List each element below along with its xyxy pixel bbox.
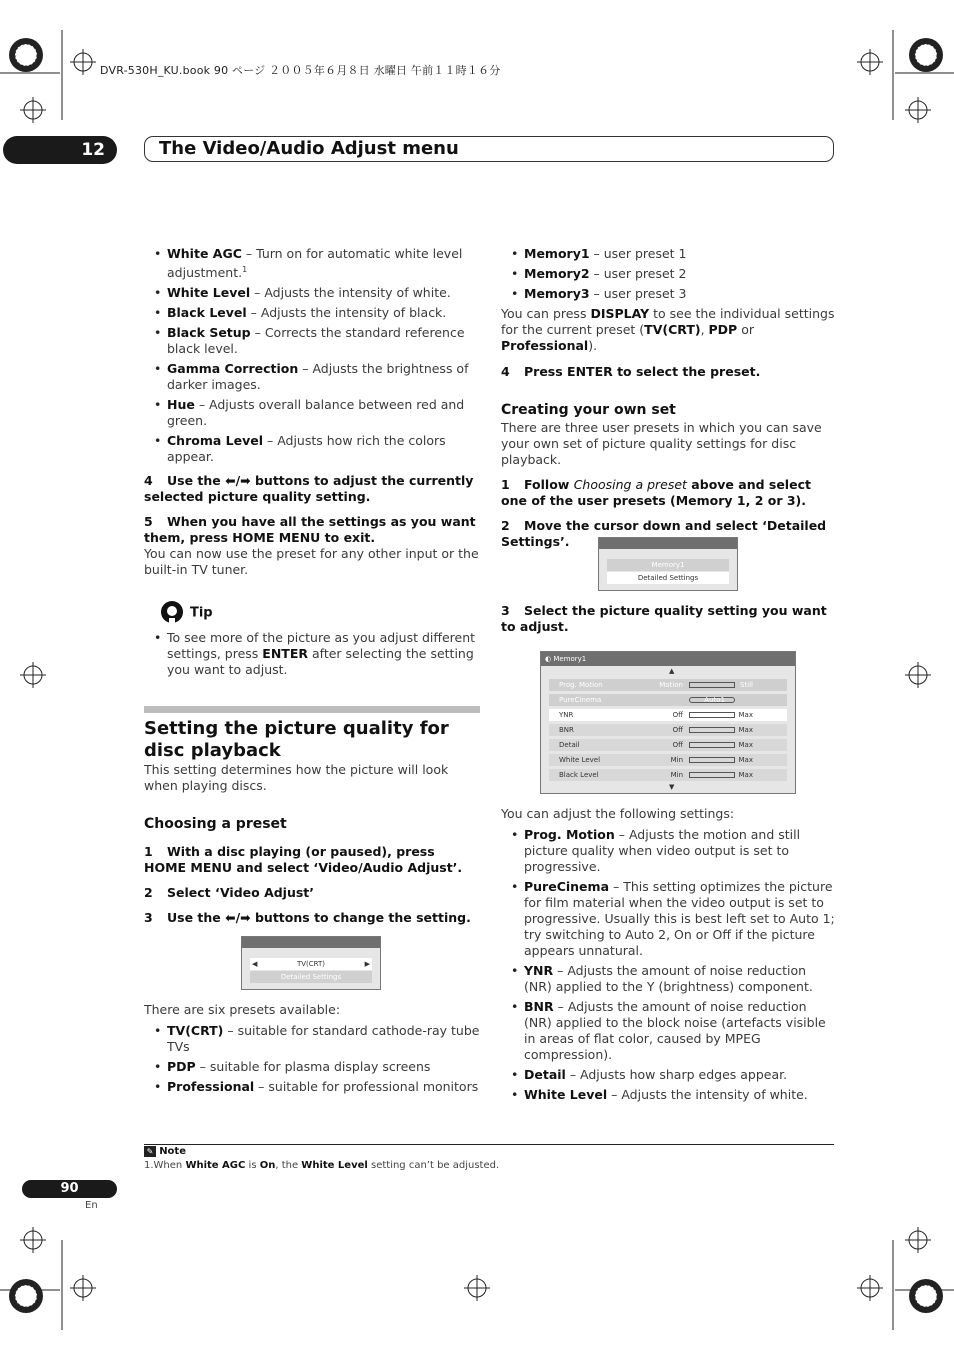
- note-icon: ✎: [144, 1146, 156, 1157]
- slider-min-label: Min: [670, 756, 683, 764]
- list-item: • BNR – Adjusts the amount of noise reduction (NR) applied to the block noise (artefacts visible in areas of flat color, caused by MPEG compression).: [501, 999, 835, 1063]
- list-item: • PureCinema – This setting optimizes the picture for film material when the video output is set to progressive. Usually this is best left set to Auto 1; try switching to Auto 2, On or Off if the picture appears unnatural.: [501, 879, 835, 959]
- adjust-intro: You can adjust the following settings:: [501, 806, 735, 821]
- note-box: [144, 1146, 499, 1171]
- create-step-1: 1 Follow Choosing a preset above and select one of the user presets (Memory 1, 2 or 3).: [501, 477, 811, 508]
- slider-max-label: Auto1: [704, 696, 725, 704]
- tip-box: [144, 600, 480, 678]
- list-item: • Memory3 – user preset 3: [501, 286, 835, 302]
- slider-track[interactable]: [689, 727, 735, 733]
- slider-min-label: Off: [672, 726, 683, 734]
- disc-icon: ◐: [545, 655, 554, 663]
- setting-row[interactable]: [549, 709, 787, 721]
- list-item: • Black Level – Adjusts the intensity of black.: [144, 305, 480, 321]
- create-step-3-block: [501, 603, 835, 635]
- slider-track[interactable]: [689, 772, 735, 778]
- right-arrow-icon: ▶: [364, 960, 370, 968]
- slider-track[interactable]: [689, 742, 735, 748]
- setting-row[interactable]: [549, 754, 787, 766]
- setting-row[interactable]: [549, 724, 787, 736]
- step-5: 5 When you have all the settings as you want them, press HOME MENU to exit.: [144, 514, 476, 546]
- preset-screen: [241, 936, 381, 990]
- slider-max-label: Max: [738, 771, 753, 779]
- list-item: • White Level – Adjusts the intensity of white.: [501, 1087, 835, 1103]
- settings-list-1: [144, 246, 480, 465]
- chapter-title: The Video/Audio Adjust menu: [159, 138, 459, 159]
- adjust-block: [501, 806, 835, 1107]
- presets-block: [144, 1002, 484, 1099]
- list-item: • Detail – Adjusts how sharp edges appear.: [501, 1067, 835, 1083]
- preset-step-2: 2 Select ‘Video Adjust’: [144, 885, 315, 901]
- list-item: • Black Setup – Corrects the standard reference black level.: [144, 325, 480, 357]
- language-label: En: [85, 1200, 98, 1211]
- section-divider: [144, 706, 480, 713]
- note-divider: [144, 1144, 834, 1145]
- slider-min-label: Off: [672, 741, 683, 749]
- setting-label: PureCinema: [559, 696, 602, 704]
- slider-min-label: Motion: [659, 681, 683, 689]
- list-item: • Gamma Correction – Adjusts the brightness of darker images.: [144, 361, 480, 393]
- slider-track[interactable]: [689, 682, 735, 688]
- screen-title: Memory1: [553, 655, 587, 663]
- memory-value: Memory1: [607, 559, 729, 571]
- up-arrow-icon: ▲: [669, 667, 675, 675]
- preset-step-1: 1 With a disc playing (or paused), press HOME MENU and select ‘Video/Audio Adjust’.: [144, 844, 463, 876]
- select-preset-step: 4 Press ENTER to select the preset.: [501, 364, 761, 379]
- down-arrow-icon: ▼: [669, 783, 675, 791]
- list-item: • White AGC – Turn on for automatic white level adjustment.$^1$: [144, 246, 480, 281]
- list-item: • White Level – Adjusts the intensity of white.: [144, 285, 480, 301]
- setting-label: Black Level: [559, 771, 599, 779]
- setting-label: White Level: [559, 756, 601, 764]
- print-file-header: DVR-530H_KU.book 90 ページ ２００５年６月８日 水曜日 午前１１時１６分: [100, 64, 501, 77]
- slider-max-label: Max: [738, 726, 753, 734]
- create-step-2: 2 Move the cursor down and select ‘Detailed Settings’.: [501, 518, 827, 549]
- creating-set-body: There are three user presets in which you can save your own set of picture quality settings for disc playback.: [501, 420, 822, 467]
- list-item: • Hue – Adjusts overall balance between red and green.: [144, 397, 480, 429]
- note-text: 1.When White AGC is On, the White Level setting can’t be adjusted.: [144, 1160, 500, 1171]
- detailed-settings-screen: [540, 651, 796, 794]
- chapter-number: 12: [3, 136, 117, 164]
- create-step-3: 3 Select the picture quality setting you want to adjust.: [501, 603, 827, 634]
- tip-text: • To see more of the picture as you adjust different settings, press ENTER after selecting the setting you want to adjust.: [144, 630, 480, 678]
- presets-intro: There are six presets available:: [144, 1002, 341, 1017]
- display-note: You can press DISPLAY to see the individual settings for the current preset (TV(CRT), PDP or Professional).: [501, 306, 835, 353]
- list-item: • Professional – suitable for professional monitors: [144, 1079, 484, 1095]
- setting-row[interactable]: [549, 694, 787, 706]
- detailed-settings-item: Detailed Settings: [607, 572, 729, 584]
- slider-max-label: Still: [739, 681, 753, 689]
- right-column: [501, 246, 835, 550]
- subsection-choosing-preset: Choosing a preset: [144, 816, 287, 833]
- subsection-creating-set: Creating your own set: [501, 402, 676, 418]
- setting-row[interactable]: [549, 679, 787, 691]
- step-5-body: You can now use the preset for any other input or the built-in TV tuner.: [144, 546, 479, 578]
- step-4: 4 Use the ⬅/➡ buttons to adjust the currently selected picture quality setting.: [144, 473, 474, 505]
- setting-row[interactable]: [549, 739, 787, 751]
- list-item: • Prog. Motion – Adjusts the motion and still picture quality when video output is set to progressive.: [501, 827, 835, 875]
- slider-max-label: Max: [738, 741, 753, 749]
- section-body: This setting determines how the picture will look when playing discs.: [144, 762, 449, 794]
- lightbulb-icon: [158, 600, 186, 626]
- slider-max-label: Max: [738, 756, 753, 764]
- setting-label: YNR: [559, 711, 574, 719]
- slider-track[interactable]: [689, 757, 735, 763]
- page-number: 90: [22, 1180, 117, 1198]
- left-column: [144, 246, 480, 926]
- memory-screen: [598, 537, 738, 591]
- list-item: • PDP – suitable for plasma display screens: [144, 1059, 484, 1075]
- preset-value: TV(CRT): [296, 960, 326, 968]
- setting-label: BNR: [559, 726, 574, 734]
- list-item: • Memory1 – user preset 1: [501, 246, 835, 262]
- slider-min-label: Min: [670, 771, 683, 779]
- detailed-settings-item: Detailed Settings: [250, 971, 372, 983]
- list-item: • YNR – Adjusts the amount of noise reduction (NR) applied to the Y (brightness) component.: [501, 963, 835, 995]
- setting-row[interactable]: [549, 769, 787, 781]
- chapter-header: [144, 136, 834, 162]
- setting-label: Prog. Motion: [559, 681, 603, 689]
- list-item: • TV(CRT) – suitable for standard cathode-ray tube TVs: [144, 1023, 484, 1055]
- list-item: • Memory2 – user preset 2: [501, 266, 835, 282]
- setting-label: Detail: [559, 741, 580, 749]
- list-item: • Chroma Level – Adjusts how rich the colors appear.: [144, 433, 480, 465]
- tip-label: Tip: [189, 605, 213, 621]
- slider-max-label: Max: [738, 711, 753, 719]
- slider-min-label: Off: [672, 711, 683, 719]
- left-arrow-icon: ◀: [252, 960, 258, 968]
- section-title: Setting the picture quality for disc playback: [144, 718, 449, 762]
- preset-step-3: 3 Use the ⬅/➡ buttons to change the setting.: [144, 910, 471, 926]
- slider-track[interactable]: [689, 712, 735, 718]
- note-label: Note: [159, 1146, 186, 1157]
